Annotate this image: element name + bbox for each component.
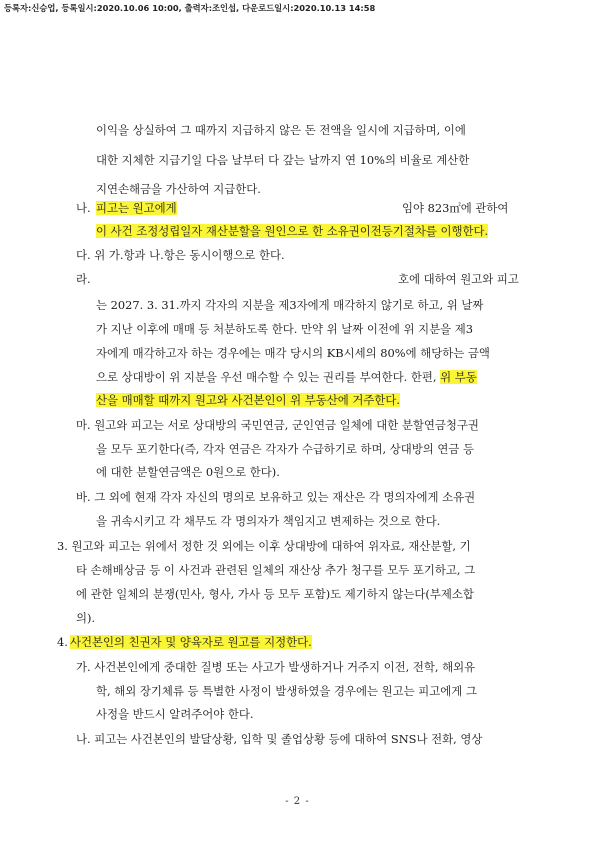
text-line: 대한 지체한 지급기일 다음 날부터 다 갚는 날까지 연 10%의 비율로 계산한 [96,153,470,167]
text-span: 으로 상대방이 위 지분을 우선 매수할 수 있는 권리를 부여한다. 한편, [96,370,437,384]
text-line: 3. 원고와 피고는 위에서 정한 것 외에는 이후 상대방에 대하여 위자료, 재산분할, 기 [57,539,471,553]
text-line: 사정을 반드시 알려주어야 한다. [96,707,254,721]
text-line: 가 지난 이후에 매매 등 처분하도록 한다. 만약 위 날짜 이전에 위 지분을 제3 [96,322,474,336]
text-line: 임야 823㎡에 관하여 [402,201,509,215]
text-line: 가. 사건본인에게 중대한 질병 또는 사고가 발생하거나 거주지 이전, 전학, 해외유 [76,660,476,674]
text-line [96,224,488,238]
page-number: - 2 - [285,796,310,807]
item-label: 라. [76,272,91,286]
item-label: 나. [76,201,91,215]
text-line [96,393,400,407]
text-line: 을 모두 포기한다(즉, 각자 연금은 각자가 수급하기로 하며, 상대방의 연금 등 [96,442,474,456]
text-line [96,370,477,384]
text-line: 이익을 상실하여 그 때까지 지급하지 않은 돈 전액을 일시에 지급하며, 이에 [96,123,466,137]
text-line: 호에 대하여 원고와 피고 [398,272,519,286]
text-line: 나. 피고는 사건본인의 발달상황, 입학 및 졸업상황 등에 대하여 SNS나 전화, 영상 [76,732,483,746]
text-line: 마. 원고와 피고는 서로 상대방의 국민연금, 군인연금 일체에 대한 분할연금청구권 [76,418,479,432]
document-header: 등록자:신승업, 등록일시:2020.10.06 10:00, 출력자:조인섭, 다운로드일시:2020.10.13 14:58 [4,3,376,13]
text-line: 지연손해금을 가산하여 지급한다. [96,182,261,196]
highlighted-text: 이 사건 조정성립일자 재산분할을 원인으로 한 소유권이전등기절차를 이행한다. [96,224,489,238]
text-line: 바. 그 외에 현재 각자 자신의 명의로 보유하고 있는 재산은 각 명의자에게 소유권 [76,490,476,504]
text-line: 에 대한 분할연금액은 0원으로 한다). [96,465,280,479]
text-line: 자에게 매각하고자 하는 경우에는 매각 당시의 KB시세의 80%에 해당하는 금액 [96,346,490,360]
text-line: 학, 해외 장기체류 등 특별한 사정이 발생하였을 경우에는 원고는 피고에게 그 [96,684,477,698]
item-label: 4. [57,635,68,649]
text-line: 의). [76,611,96,625]
highlighted-text: 위 부동 [440,370,477,384]
text-line: 타 손해배상금 등 이 사건과 관련된 일체의 재산상 추가 청구를 모두 포기하고, 그 [76,563,476,577]
text-line [70,635,312,649]
highlighted-text: 피고는 원고에게 [96,201,177,215]
highlighted-text: 산을 매매할 때까지 원고와 사건본인이 위 부동산에 거주한다. [96,393,401,407]
text-line: 에 관한 일체의 분쟁(민사, 형사, 가사 등 모두 포함)도 제기하지 않는다(부제소합 [76,587,474,601]
text-line [96,201,177,215]
text-line: 을 귀속시키고 각 채무도 각 명의자가 책임지고 변제하는 것으로 한다. [96,514,441,528]
text-line: 다. 위 가.항과 나.항은 동시이행으로 한다. [76,248,285,262]
text-line: 는 2027. 3. 31.까지 각자의 지분을 제3자에게 매각하지 않기로 하고, 위 날짜 [96,298,484,312]
highlighted-text: 사건본인의 친권자 및 양육자로 원고를 지정한다. [70,635,312,649]
